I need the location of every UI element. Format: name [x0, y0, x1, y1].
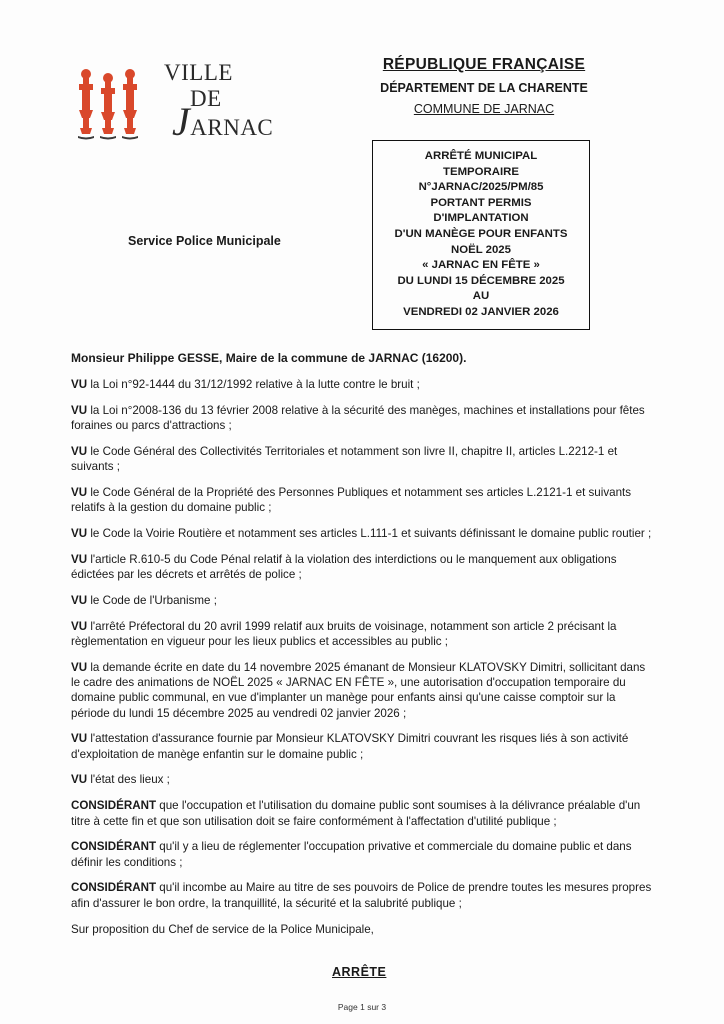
arrete-heading: ARRÊTE [332, 965, 387, 979]
vu-paragraph: VU l'attestation d'assurance fournie par Monsieur KLATOVSKY Dimitri couvrant les risques liés à son activité d'exploitation de manège enfantin sur le domaine public ; [71, 732, 629, 761]
vu-paragraph: VU le Code de l'Urbanisme ; [71, 593, 217, 607]
vu-paragraph: VU l'état des lieux ; [71, 773, 170, 787]
town-logo-text [162, 60, 274, 144]
mayor-statement: Monsieur Philippe GESSE, Maire de la commune de JARNAC (16200). [71, 351, 467, 365]
logo-line-ville: VILLE [164, 60, 233, 85]
service-label: Service Police Municipale [128, 234, 281, 248]
arrete-title-box [372, 140, 590, 330]
vu-paragraph: VU la demande écrite en date du 14 novembre 2025 émanant de Monsieur KLATOVSKY Dimitri, sollicitant dans le cadre des animations de NOËL 2025 « JARNAC EN FÊTE », une autorisation d'occupation temporaire du domaine public communal, en vue d'implanter un manège pour enfants ainsi qu'une caisse comptoir sur la période du lundi 15 décembre 2025 au vendredi 02 janvier 2026 ; [71, 660, 646, 720]
page-number: Page 1 sur 3 [337, 1002, 387, 1012]
considerant-paragraph: CONSIDÉRANT qu'il y a lieu de réglementer l'occupation privative et commerciale du domaine public et dans définir les conditions ; [71, 840, 632, 869]
proposal-paragraph: Sur proposition du Chef de service de la Police Municipale, [71, 922, 374, 936]
logo-line-de: DE [190, 86, 222, 111]
arrete-box-line: « JARNAC EN FÊTE » [422, 259, 540, 272]
document-body [71, 351, 655, 947]
arrete-box-line: TEMPORAIRE [443, 165, 519, 178]
arrete-box-line: N°JARNAC/2025/PM/85 [418, 181, 544, 194]
arrete-box-line: D'UN MANÈGE POUR ENFANTS [394, 227, 568, 240]
arrete-box-line: NOËL 2025 [451, 243, 511, 256]
commune-title: COMMUNE DE JARNAC [413, 102, 555, 116]
arrete-box-line: ARRÊTÉ MUNICIPAL [424, 150, 538, 162]
vu-paragraph: VU la Loi n°92-1444 du 31/12/1992 relative à la lutte contre le bruit ; [71, 377, 420, 391]
vu-paragraph: VU le Code la Voirie Routière et notamment ses articles L.111-1 et suivants définissant le domaine public routier ; [71, 526, 652, 540]
vu-paragraph: VU l'arrêté Préfectoral du 20 avril 1999 relatif aux bruits de voisinage, notamment son article 2 précisant la règlementation en vigueur pour les lieux publics et accessibles au public ; [71, 619, 617, 648]
vu-paragraph: VU l'article R.610-5 du Code Pénal relatif à la violation des interdictions ou le manquement aux obligations édictées par les décrets et arrêtés de police ; [71, 552, 617, 581]
arrete-box-line: DU LUNDI 15 DÉCEMBRE 2025 [397, 274, 565, 287]
logo-line-jarnac: JARNAC [172, 99, 274, 144]
administrative-header [352, 56, 616, 116]
department-title: DÉPARTEMENT DE LA CHARENTE [380, 81, 588, 95]
arrete-box-line: VENDREDI 02 JANVIER 2026 [403, 305, 559, 318]
arrete-box-line: PORTANT PERMIS [430, 196, 532, 209]
republic-title: RÉPUBLIQUE FRANÇAISE [382, 56, 586, 73]
considerant-paragraph: CONSIDÉRANT que l'occupation et l'utilisation du domaine public sont soumises à la délivrance préalable d'un titre à cette fin et que son utilisation doit se faire conformément à l'affectation d'utilité publique ; [71, 799, 641, 828]
three-towers-logo-icon [76, 62, 156, 142]
arrete-box-line: AU [472, 290, 490, 303]
vu-paragraph: VU le Code Général de la Propriété des Personnes Publiques et notamment ses articles L.2121-1 et suivants relatifs à la gestion du domaine public ; [71, 485, 632, 515]
vu-paragraph: VU la Loi n°2008-136 du 13 février 2008 relative à la sécurité des manèges, machines et installations pour fêtes foraines ou parcs d'attractions ; [71, 403, 645, 432]
arrete-box-line: D'IMPLANTATION [433, 212, 529, 225]
vu-paragraph: VU le Code Général des Collectivités Territoriales et notamment son livre II, chapitre II, articles L.2212-1 et suivants ; [71, 444, 618, 473]
considerant-paragraph: CONSIDÉRANT qu'il incombe au Maire au titre de ses pouvoirs de Police de prendre toutes les mesures propres afin d'assurer le bon ordre, la tranquillité, la sécurité et la salubrité publique ; [71, 881, 652, 910]
